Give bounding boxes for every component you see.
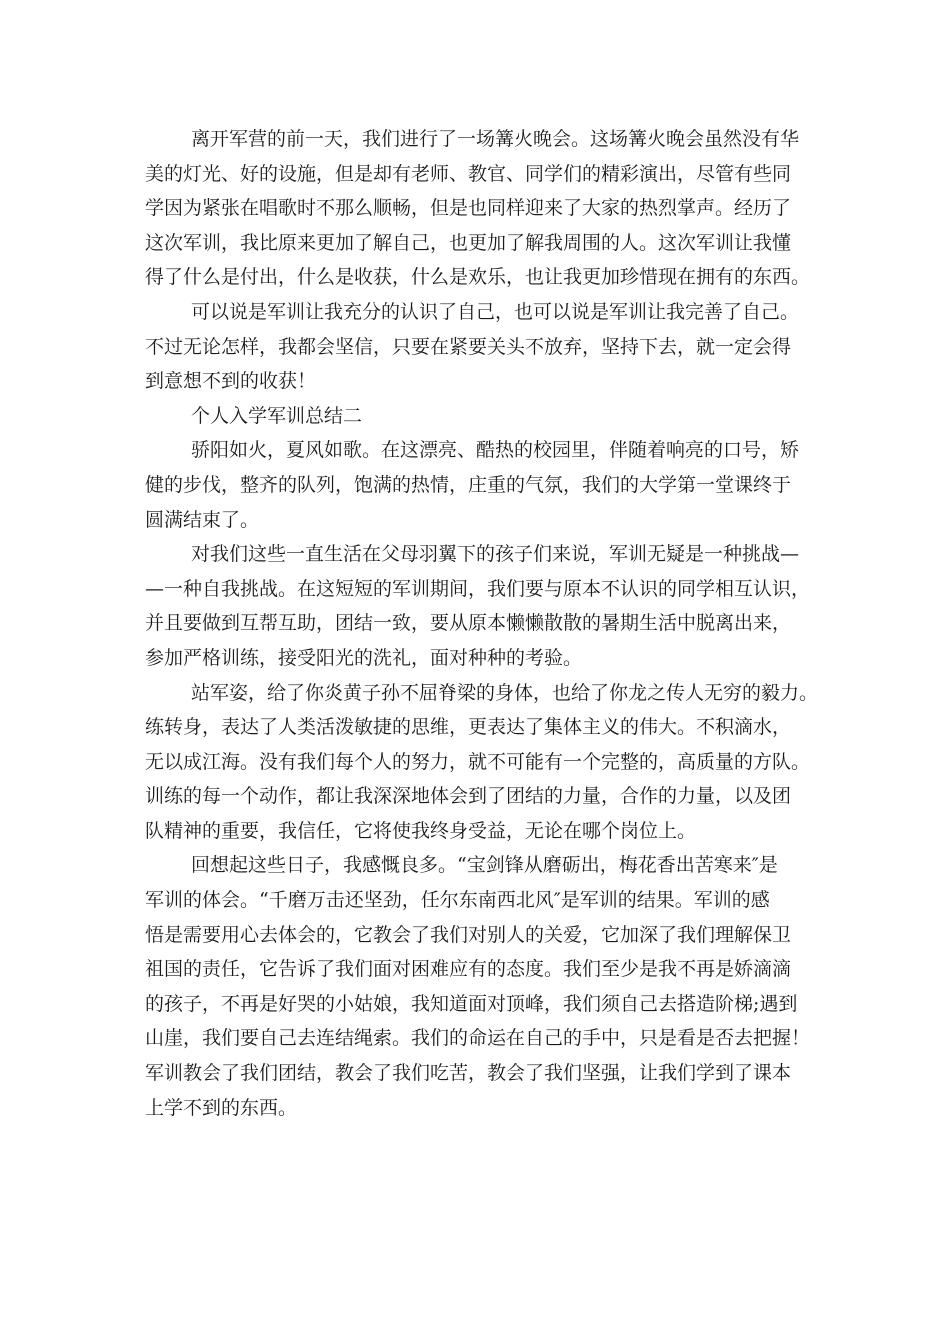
text-line: 个人入学军训总结二 bbox=[191, 404, 363, 427]
text-line: 上学不到的东西。 bbox=[145, 1096, 298, 1119]
text-line: 军训的体会。“千磨万击还坚劲，任尔东南西北风″是军训的结果。军训的感 bbox=[145, 889, 770, 912]
text-line: 美的灯光、好的设施，但是却有老师、教官、同学们的精彩演出，尽管有些同 bbox=[145, 162, 792, 185]
text-line: 健的步伐，整齐的队列，饱满的热情，庄重的气氛，我们的大学第一堂课终于 bbox=[145, 473, 792, 496]
text-line: —一种自我挑战。在这短短的军训期间，我们要与原本不认识的同学相互认识， bbox=[145, 577, 811, 600]
text-line: 参加严格训练，接受阳光的洗礼，面对种种的考验。 bbox=[145, 646, 583, 669]
text-line: 军训教会了我们团结，教会了我们吃苦，教会了我们坚强，让我们学到了课本 bbox=[145, 1062, 792, 1085]
text-line: 训练的每一个动作，都让我深深地体会到了团结的力量，合作的力量，以及团 bbox=[145, 785, 792, 808]
text-line: 骄阳如火，夏风如歌。在这漂亮、酷热的校园里，伴随着响亮的口号，矫 bbox=[191, 439, 800, 462]
text-line: 不过无论怎样，我都会坚信，只要在紧要关头不放弃，坚持下去，就一定会得 bbox=[145, 335, 792, 358]
text-line: 祖国的责任，它告诉了我们面对困难应有的态度。我们至少是我不再是娇滴滴 bbox=[145, 958, 792, 981]
text-line: 队精神的重要，我信任，它将使我终身受益，无论在哪个岗位上。 bbox=[145, 819, 697, 842]
text-line: 练转身，表达了人类活泼敏捷的思维，更表达了集体主义的伟大。不积滴水， bbox=[145, 716, 792, 739]
document-body bbox=[145, 122, 825, 1125]
text-line: 离开军营的前一天，我们进行了一场篝火晚会。这场篝火晚会虽然没有华 bbox=[191, 128, 800, 150]
text-line: 并且要做到互帮互助，团结一致，要从原本懒懒散散的暑期生活中脱离出来， bbox=[145, 612, 792, 635]
text-line: 对我们这些一直生活在父母羽翼下的孩子们来说，军训无疑是一种挑战— bbox=[191, 543, 800, 566]
text-line: 无以成江海。没有我们每个人的努力，就不可能有一个完整的，高质量的方队。 bbox=[145, 750, 811, 773]
text-line: 悟是需要用心去体会的，它教会了我们对别人的关爱，它加深了我们理解保卫 bbox=[145, 923, 792, 946]
text-line: 到意想不到的收获！ bbox=[145, 370, 317, 393]
text-line: 圆满结束了。 bbox=[145, 508, 260, 531]
text-line: 这次军训，我比原来更加了解自己，也更加了解我周围的人。这次军训让我懂 bbox=[145, 231, 792, 254]
text-line: 的孩子，不再是好哭的小姑娘，我知道面对顶峰，我们须自己去搭造阶梯;遇到 bbox=[145, 992, 798, 1015]
text-line: 得了什么是付出，什么是收获，什么是欢乐，也让我更加珍惜现在拥有的东西。 bbox=[145, 266, 811, 289]
text-line: 山崖，我们要自己去连结绳索。我们的命运在自己的手中，只是看是否去把握！ bbox=[145, 1027, 811, 1050]
text-line: 学因为紧张在唱歌时不那么顺畅，但是也同样迎来了大家的热烈掌声。经历了 bbox=[145, 197, 792, 220]
text-line: 可以说是军训让我充分的认识了自己，也可以说是军训让我完善了自己。 bbox=[191, 300, 800, 323]
text-line: 回想起这些日子，我感慨良多。“宝剑锋从磨砺出，梅花香出苦寒来″是 bbox=[191, 854, 778, 877]
text-line: 站军姿，给了你炎黄子孙不屈脊梁的身体，也给了你龙之传人无穷的毅力。 bbox=[191, 681, 819, 704]
